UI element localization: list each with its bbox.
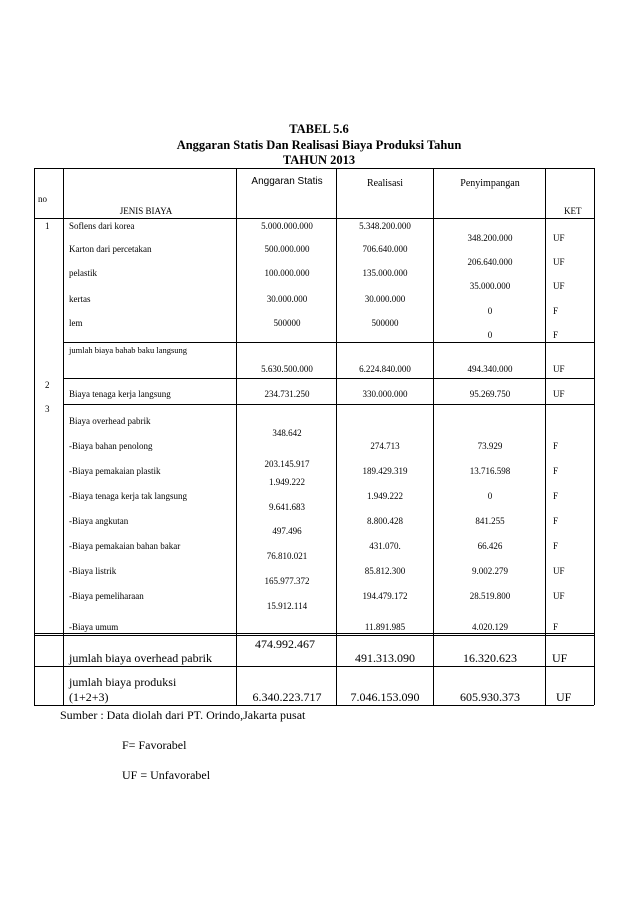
table-number: TABEL 5.6	[289, 122, 349, 136]
subtotal-realisasi: 491.313.090	[355, 651, 415, 665]
penyimpangan-value: 66.426	[477, 541, 503, 551]
anggaran-value: 348.642	[272, 428, 302, 438]
row-label: -Biaya pemakaian bahan bakar	[69, 541, 181, 551]
realisasi-value: 330.000.000	[362, 389, 408, 399]
grand-total-ket: UF	[556, 690, 572, 704]
anggaran-value: 497.496	[272, 526, 302, 536]
row-number-2: 2	[45, 380, 50, 390]
section-heading: Biaya overhead pabrik	[69, 416, 151, 426]
row-label: Soflens dari korea	[69, 221, 135, 231]
realisasi-value: 85.812.300	[364, 566, 406, 576]
ket-value: F	[553, 516, 559, 526]
ket-value: F	[553, 491, 559, 501]
row-label: -Biaya bahan penolong	[69, 441, 153, 451]
realisasi-value: 11.891.985	[364, 622, 406, 632]
penyimpangan-value: 13.716.598	[469, 466, 511, 476]
subtotal-anggaran: 474.992.467	[255, 637, 315, 651]
penyimpangan-value: 9.002.279	[472, 566, 508, 576]
ket-value: F	[553, 306, 559, 316]
row-number-3: 3	[45, 404, 50, 414]
realisasi-value: 500000	[371, 318, 399, 328]
header-no: no	[38, 194, 47, 204]
anggaran-value: 500.000.000	[264, 244, 310, 254]
penyimpangan-value: 73.929	[477, 441, 503, 451]
row-label: -Biaya pemakaian plastik	[69, 466, 161, 476]
ket-value: F	[553, 466, 559, 476]
row-label: pelastik	[69, 268, 97, 278]
subtotal-realisasi: 6.224.840.000	[359, 364, 411, 374]
penyimpangan-value: 348.200.000	[467, 233, 513, 243]
anggaran-value: 30.000.000	[266, 294, 308, 304]
ket-value: UF	[553, 233, 565, 243]
table-year: TAHUN 2013	[282, 153, 356, 167]
anggaran-value: 203.145.917	[264, 459, 310, 469]
anggaran-value: 234.731.250	[264, 389, 310, 399]
row-label: -Biaya listrik	[69, 566, 117, 576]
penyimpangan-value: 0	[487, 491, 493, 501]
ket-value: UF	[553, 281, 565, 291]
grand-total-penyimpangan: 605.930.373	[460, 690, 520, 704]
penyimpangan-value: 206.640.000	[467, 257, 513, 267]
ket-value: UF	[553, 389, 565, 399]
subtotal-penyimpangan: 16.320.623	[463, 651, 517, 665]
subtotal-ket: UF	[553, 364, 565, 374]
row-label: lem	[69, 318, 83, 328]
row-label: Karton dari percetakan	[69, 244, 152, 254]
anggaran-value: 15.912.114	[266, 601, 308, 611]
realisasi-value: 1.949.222	[367, 491, 403, 501]
ket-value: UF	[553, 591, 565, 601]
anggaran-value: 165.977.372	[264, 576, 310, 586]
subtotal-ket: UF	[552, 651, 568, 665]
subtotal-anggaran: 5.630.500.000	[261, 364, 313, 374]
ket-value: F	[553, 541, 559, 551]
realisasi-value: 274.713	[370, 441, 400, 451]
realisasi-value: 706.640.000	[362, 244, 408, 254]
table-title: Anggaran Statis Dan Realisasi Biaya Produksi Tahun	[176, 138, 462, 152]
ket-value: UF	[553, 566, 565, 576]
header-jenis-biaya: JENIS BIAYA	[119, 206, 173, 216]
ket-value: F	[553, 441, 559, 451]
ket-value: F	[553, 622, 559, 632]
realisasi-value: 194.479.172	[362, 591, 408, 601]
row-label: -Biaya tenaga kerja tak langsung	[69, 491, 187, 501]
realisasi-value: 30.000.000	[364, 294, 406, 304]
row-label: -Biaya angkutan	[69, 516, 129, 526]
grand-total-anggaran: 6.340.223.717	[252, 690, 322, 704]
ket-value: UF	[553, 257, 565, 267]
penyimpangan-value: 0	[487, 330, 493, 340]
row-label: kertas	[69, 294, 91, 304]
anggaran-value: 1.949.222	[269, 477, 305, 487]
grand-total-realisasi: 7.046.153.090	[350, 690, 420, 704]
penyimpangan-value: 0	[487, 306, 493, 316]
header-realisasi: Realisasi	[366, 178, 404, 189]
subtotal-label: jumlah biaya overhead pabrik	[69, 651, 212, 665]
legend-favorabel: F= Favorabel	[122, 738, 187, 752]
anggaran-value: 100.000.000	[264, 268, 310, 278]
penyimpangan-value: 95.269.750	[469, 389, 511, 399]
row-label: Biaya tenaga kerja langsung	[69, 389, 171, 399]
header-ket: KET	[564, 206, 582, 216]
penyimpangan-value: 4.020.129	[472, 622, 508, 632]
realisasi-value: 135.000.000	[362, 268, 408, 278]
realisasi-value: 8.800.428	[367, 516, 403, 526]
ket-value: F	[553, 330, 559, 340]
header-anggaran-statis: Anggaran Statis	[251, 176, 323, 187]
header-penyimpangan: Penyimpangan	[460, 178, 520, 189]
realisasi-value: 5.348.200.000	[359, 221, 411, 231]
source-note: Sumber : Data diolah dari PT. Orindo,Jakarta pusat	[60, 708, 306, 722]
anggaran-value: 76.810.021	[266, 551, 308, 561]
anggaran-value: 500000	[273, 318, 301, 328]
penyimpangan-value: 841.255	[475, 516, 505, 526]
anggaran-value: 5.000.000.000	[261, 221, 313, 231]
penyimpangan-value: 35.000.000	[469, 281, 511, 291]
penyimpangan-value: 28.519.800	[469, 591, 511, 601]
realisasi-value: 431.070.	[369, 541, 401, 551]
row-number-1: 1	[45, 221, 50, 231]
subtotal-penyimpangan: 494.340.000	[467, 364, 513, 374]
row-label: -Biaya umum	[69, 622, 119, 632]
anggaran-value: 9.641.683	[269, 502, 305, 512]
subtotal-label: jumlah biaya bahab baku langsung	[69, 345, 188, 355]
realisasi-value: 189.429.319	[362, 466, 408, 476]
row-label: -Biaya pemeliharaan	[69, 591, 144, 601]
grand-total-label-formula: (1+2+3)	[69, 690, 109, 704]
legend-unfavorabel: UF = Unfavorabel	[122, 768, 211, 782]
grand-total-label: jumlah biaya produksi	[69, 675, 177, 689]
